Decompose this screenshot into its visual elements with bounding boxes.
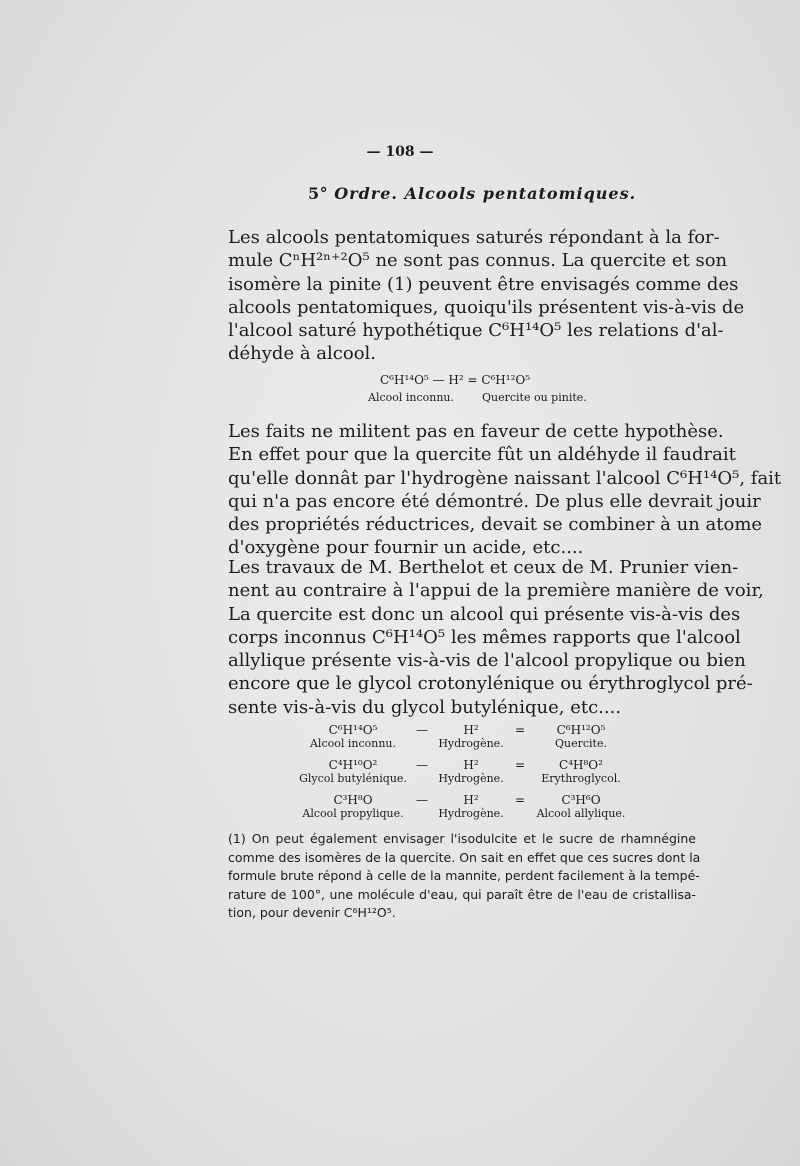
caption: Hydrogène. [438, 807, 504, 820]
formula: C⁶H¹⁴O⁵ [328, 723, 378, 737]
formula: H² [463, 793, 479, 807]
text-line: isomère la pinite (1) peuvent être envisagés comme des [228, 273, 739, 295]
paragraph-2 [228, 420, 782, 560]
text-line: qu'elle donnât par l'hydrogène naissant l'alcool C⁶H¹⁴O⁵, fait [228, 467, 782, 489]
text-line: des propriétés réductrices, devait se combiner à un atome [228, 514, 763, 536]
paragraph-1 [228, 226, 745, 366]
text-line: encore que le glycol crotonylénique ou érythroglycol pré- [228, 673, 753, 695]
text-line: corps inconnus C⁶H¹⁴O⁵ les mêmes rapports que l'alcool [228, 626, 741, 648]
footnote-line: (1) On peut également envisager l'isodulcite et le sucre de rhamnégine [228, 831, 696, 846]
operator: = [514, 758, 526, 772]
text-line: alcools pentatomiques, quoiqu'ils présentent vis-à-vis de [228, 296, 745, 318]
section-title: Ordre. Alcools pentatomiques. [334, 184, 637, 203]
text-line: sente vis-à-vis du glycol butylénique, etc.... [228, 696, 622, 718]
operator: — [416, 793, 428, 807]
text-line: Les travaux de M. Berthelot et ceux de M. Prunier vien- [228, 557, 739, 578]
equation-row [298, 718, 628, 737]
formula: H² [463, 758, 479, 772]
text-line: En effet pour que la quercite fût un aldéhyde il faudrait [228, 444, 736, 466]
text-line: Les faits ne militent pas en faveur de cette hypothèse. [228, 421, 724, 442]
equation-1-left-caption: Alcool inconnu. [368, 391, 455, 404]
paragraph-3 [228, 556, 764, 719]
text-line: d'oxygène pour fournir un acide, etc.... [228, 537, 584, 559]
caption: Alcool inconnu. [309, 737, 397, 750]
caption: Glycol butylénique. [299, 772, 407, 785]
footnote [228, 830, 701, 923]
equation-row [298, 753, 628, 772]
equation-row [298, 788, 628, 807]
section-number: 5° [308, 184, 329, 203]
caption: Hydrogène. [438, 737, 504, 750]
operator: — [416, 723, 428, 737]
operator: = [514, 793, 526, 807]
footnote-line: formule brute répond à celle de la mannite, perdent facilement à la tempé- [228, 868, 700, 883]
text-line: déhyde à alcool. [228, 343, 377, 365]
text-line: qui n'a pas encore été démontré. De plus elle devrait jouir [228, 490, 761, 512]
formula: C⁴H⁸O² [559, 758, 603, 772]
formula: C⁴H¹⁰O² [328, 758, 378, 772]
caption: Alcool propylique. [302, 807, 404, 820]
equation-1: C⁶H¹⁴O⁵ — H² = C⁶H¹²O⁵ [380, 373, 531, 387]
text-line: nent au contraire à l'appui de la première manière de voir, [228, 580, 764, 602]
caption-row [298, 772, 628, 788]
formula: C³H⁶O [561, 793, 601, 807]
caption: Hydrogène. [438, 772, 504, 785]
page-number: — 108 — [366, 144, 434, 160]
formula: C⁶H¹²O⁵ [556, 723, 606, 737]
text-line: Les alcools pentatomiques saturés répondant à la for- [228, 227, 720, 248]
text-line: mule CⁿH²ⁿ⁺²O⁵ ne sont pas connus. La quercite et son [228, 250, 728, 272]
formula: H² [463, 723, 479, 737]
footnote-line: comme des isomères de la quercite. On sait en effet que ces sucres dont la [228, 849, 701, 865]
footnote-line: rature de 100°, une molécule d'eau, qui paraît être de l'eau de cristallisa- [228, 886, 696, 902]
footnote-line: tion, pour devenir C⁶H¹²O⁵. [228, 905, 396, 920]
equation-1-right-caption: Quercite ou pinite. [482, 391, 587, 404]
text-line: l'alcool saturé hypothétique C⁶H¹⁴O⁵ les relations d'al- [228, 320, 724, 342]
caption-row [298, 737, 628, 753]
equation-table [298, 718, 628, 823]
caption: Quercite. [555, 737, 607, 750]
text-line: allylique présente vis-à-vis de l'alcool propylique ou bien [228, 650, 746, 672]
section-heading [308, 184, 636, 203]
caption: Erythroglycol. [541, 772, 621, 785]
text-line: La quercite est donc un alcool qui présente vis-à-vis des [228, 603, 741, 625]
formula: C³H⁸O [333, 793, 373, 807]
caption-row [298, 807, 628, 823]
caption: Alcool allylique. [536, 807, 626, 820]
operator: — [416, 758, 428, 772]
operator: = [514, 723, 526, 737]
